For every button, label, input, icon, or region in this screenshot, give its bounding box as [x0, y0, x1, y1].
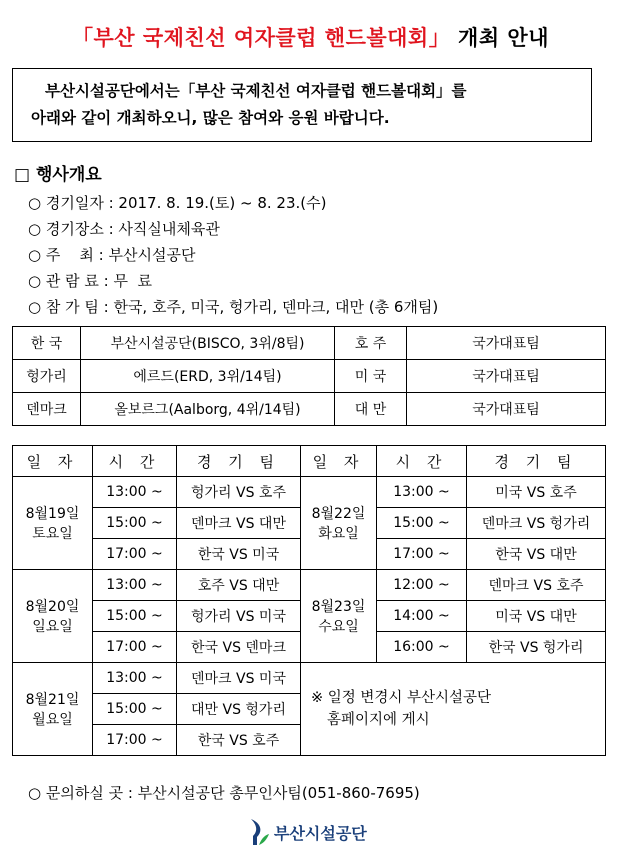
time-cell: 15:00 ~ [93, 508, 177, 539]
table-row [13, 360, 606, 393]
match-cell: 덴마크 VS 대만 [177, 508, 301, 539]
date-cell [13, 477, 93, 570]
table-row [13, 570, 606, 601]
match-cell: 덴마크 VS 헝가리 [467, 508, 606, 539]
weekday-text: 수요일 [318, 619, 359, 635]
team-club: 국가대표팀 [407, 327, 606, 360]
team-country: 한 국 [13, 327, 81, 360]
time-cell: 17:00 ~ [93, 539, 177, 570]
info-venue: ○ 경기장소 : 사직실내체육관 [28, 220, 220, 238]
match-cell: 한국 VS 호주 [177, 725, 301, 756]
table-row [13, 663, 606, 694]
time-cell: 13:00 ~ [377, 477, 467, 508]
match-cell: 헝가리 VS 미국 [177, 601, 301, 632]
time-cell: 15:00 ~ [93, 601, 177, 632]
match-cell: 한국 VS 덴마크 [177, 632, 301, 663]
match-cell: 미국 VS 호주 [467, 477, 606, 508]
logo-text: 부산시설공단 [274, 823, 367, 843]
header-match: 경 기 팀 [177, 446, 301, 477]
time-cell: 12:00 ~ [377, 570, 467, 601]
intro-line-1: 부산시설공단에서는「부산 국제친선 여자클럽 핸드볼대회」를 [45, 82, 467, 100]
page-title [0, 22, 621, 52]
intro-box [12, 68, 592, 142]
date-text: 8월19일 [25, 506, 80, 522]
team-country: 덴마크 [13, 393, 81, 426]
teams-table [12, 326, 606, 426]
title-event-name: 「부산 국제친선 여자클럽 핸드볼대회」 [71, 26, 451, 50]
info-host: ○ 주 최 : 부산시설공단 [28, 246, 196, 264]
date-text: 8월23일 [311, 599, 366, 615]
date-cell [301, 570, 377, 663]
team-country: 헝가리 [13, 360, 81, 393]
date-text: 8월22일 [311, 506, 366, 522]
section-title: □ 행사개요 [14, 165, 102, 185]
team-country: 미 국 [335, 360, 407, 393]
team-country: 대 만 [335, 393, 407, 426]
team-club: 올보르그(Aalborg, 4위/14팀) [81, 393, 335, 426]
time-cell: 17:00 ~ [93, 632, 177, 663]
note-line-1: ※ 일정 변경시 부산시설공단 [311, 690, 492, 706]
header-date: 일 자 [301, 446, 377, 477]
match-cell: 덴마크 VS 미국 [177, 663, 301, 694]
weekday-text: 월요일 [32, 712, 73, 728]
time-cell: 15:00 ~ [377, 508, 467, 539]
time-cell: 15:00 ~ [93, 694, 177, 725]
table-header-row [13, 446, 606, 477]
time-cell: 13:00 ~ [93, 477, 177, 508]
time-cell: 17:00 ~ [93, 725, 177, 756]
time-cell: 13:00 ~ [93, 570, 177, 601]
date-text: 8월20일 [25, 599, 80, 615]
date-text: 8월21일 [25, 692, 80, 708]
match-cell: 덴마크 VS 호주 [467, 570, 606, 601]
match-cell: 한국 VS 헝가리 [467, 632, 606, 663]
header-time: 시 간 [93, 446, 177, 477]
match-cell: 호주 VS 대만 [177, 570, 301, 601]
info-date: ○ 경기일자 : 2017. 8. 19.(토) ~ 8. 23.(수) [28, 194, 327, 212]
header-time: 시 간 [377, 446, 467, 477]
header-date: 일 자 [13, 446, 93, 477]
weekday-text: 화요일 [318, 526, 359, 542]
table-row [13, 327, 606, 360]
schedule-table [12, 445, 606, 756]
match-cell: 대만 VS 헝가리 [177, 694, 301, 725]
time-cell: 14:00 ~ [377, 601, 467, 632]
table-row [13, 393, 606, 426]
team-club: 국가대표팀 [407, 360, 606, 393]
intro-line-2: 아래와 같이 개최하오니, 많은 참여와 응원 바랍니다. [31, 109, 390, 127]
team-club: 에르드(ERD, 3위/14팀) [81, 360, 335, 393]
bisco-logo [248, 816, 367, 848]
table-row [13, 477, 606, 508]
team-club: 국가대표팀 [407, 393, 606, 426]
weekday-text: 토요일 [32, 526, 73, 542]
info-teams: ○ 참 가 팀 : 한국, 호주, 미국, 헝가리, 덴마크, 대만 (총 6개팀) [28, 298, 439, 316]
note-line-2: 홈페이지에 게시 [327, 712, 430, 728]
team-country: 호 주 [335, 327, 407, 360]
header-match: 경 기 팀 [467, 446, 606, 477]
contact-info: ○ 문의하실 곳 : 부산시설공단 총무인사팀(051-860-7695) [28, 784, 420, 802]
info-fee: ○ 관 람 료 : 무 료 [28, 272, 152, 290]
match-cell: 한국 VS 미국 [177, 539, 301, 570]
team-club: 부산시설공단(BISCO, 3위/8팀) [81, 327, 335, 360]
time-cell: 13:00 ~ [93, 663, 177, 694]
bisco-logo-icon [248, 817, 270, 847]
date-cell [13, 663, 93, 756]
time-cell: 17:00 ~ [377, 539, 467, 570]
schedule-note [301, 663, 606, 756]
time-cell: 16:00 ~ [377, 632, 467, 663]
title-suffix: 개최 안내 [450, 26, 549, 50]
match-cell: 한국 VS 대만 [467, 539, 606, 570]
match-cell: 미국 VS 대만 [467, 601, 606, 632]
match-cell: 헝가리 VS 호주 [177, 477, 301, 508]
weekday-text: 일요일 [32, 619, 73, 635]
date-cell [13, 570, 93, 663]
date-cell [301, 477, 377, 570]
